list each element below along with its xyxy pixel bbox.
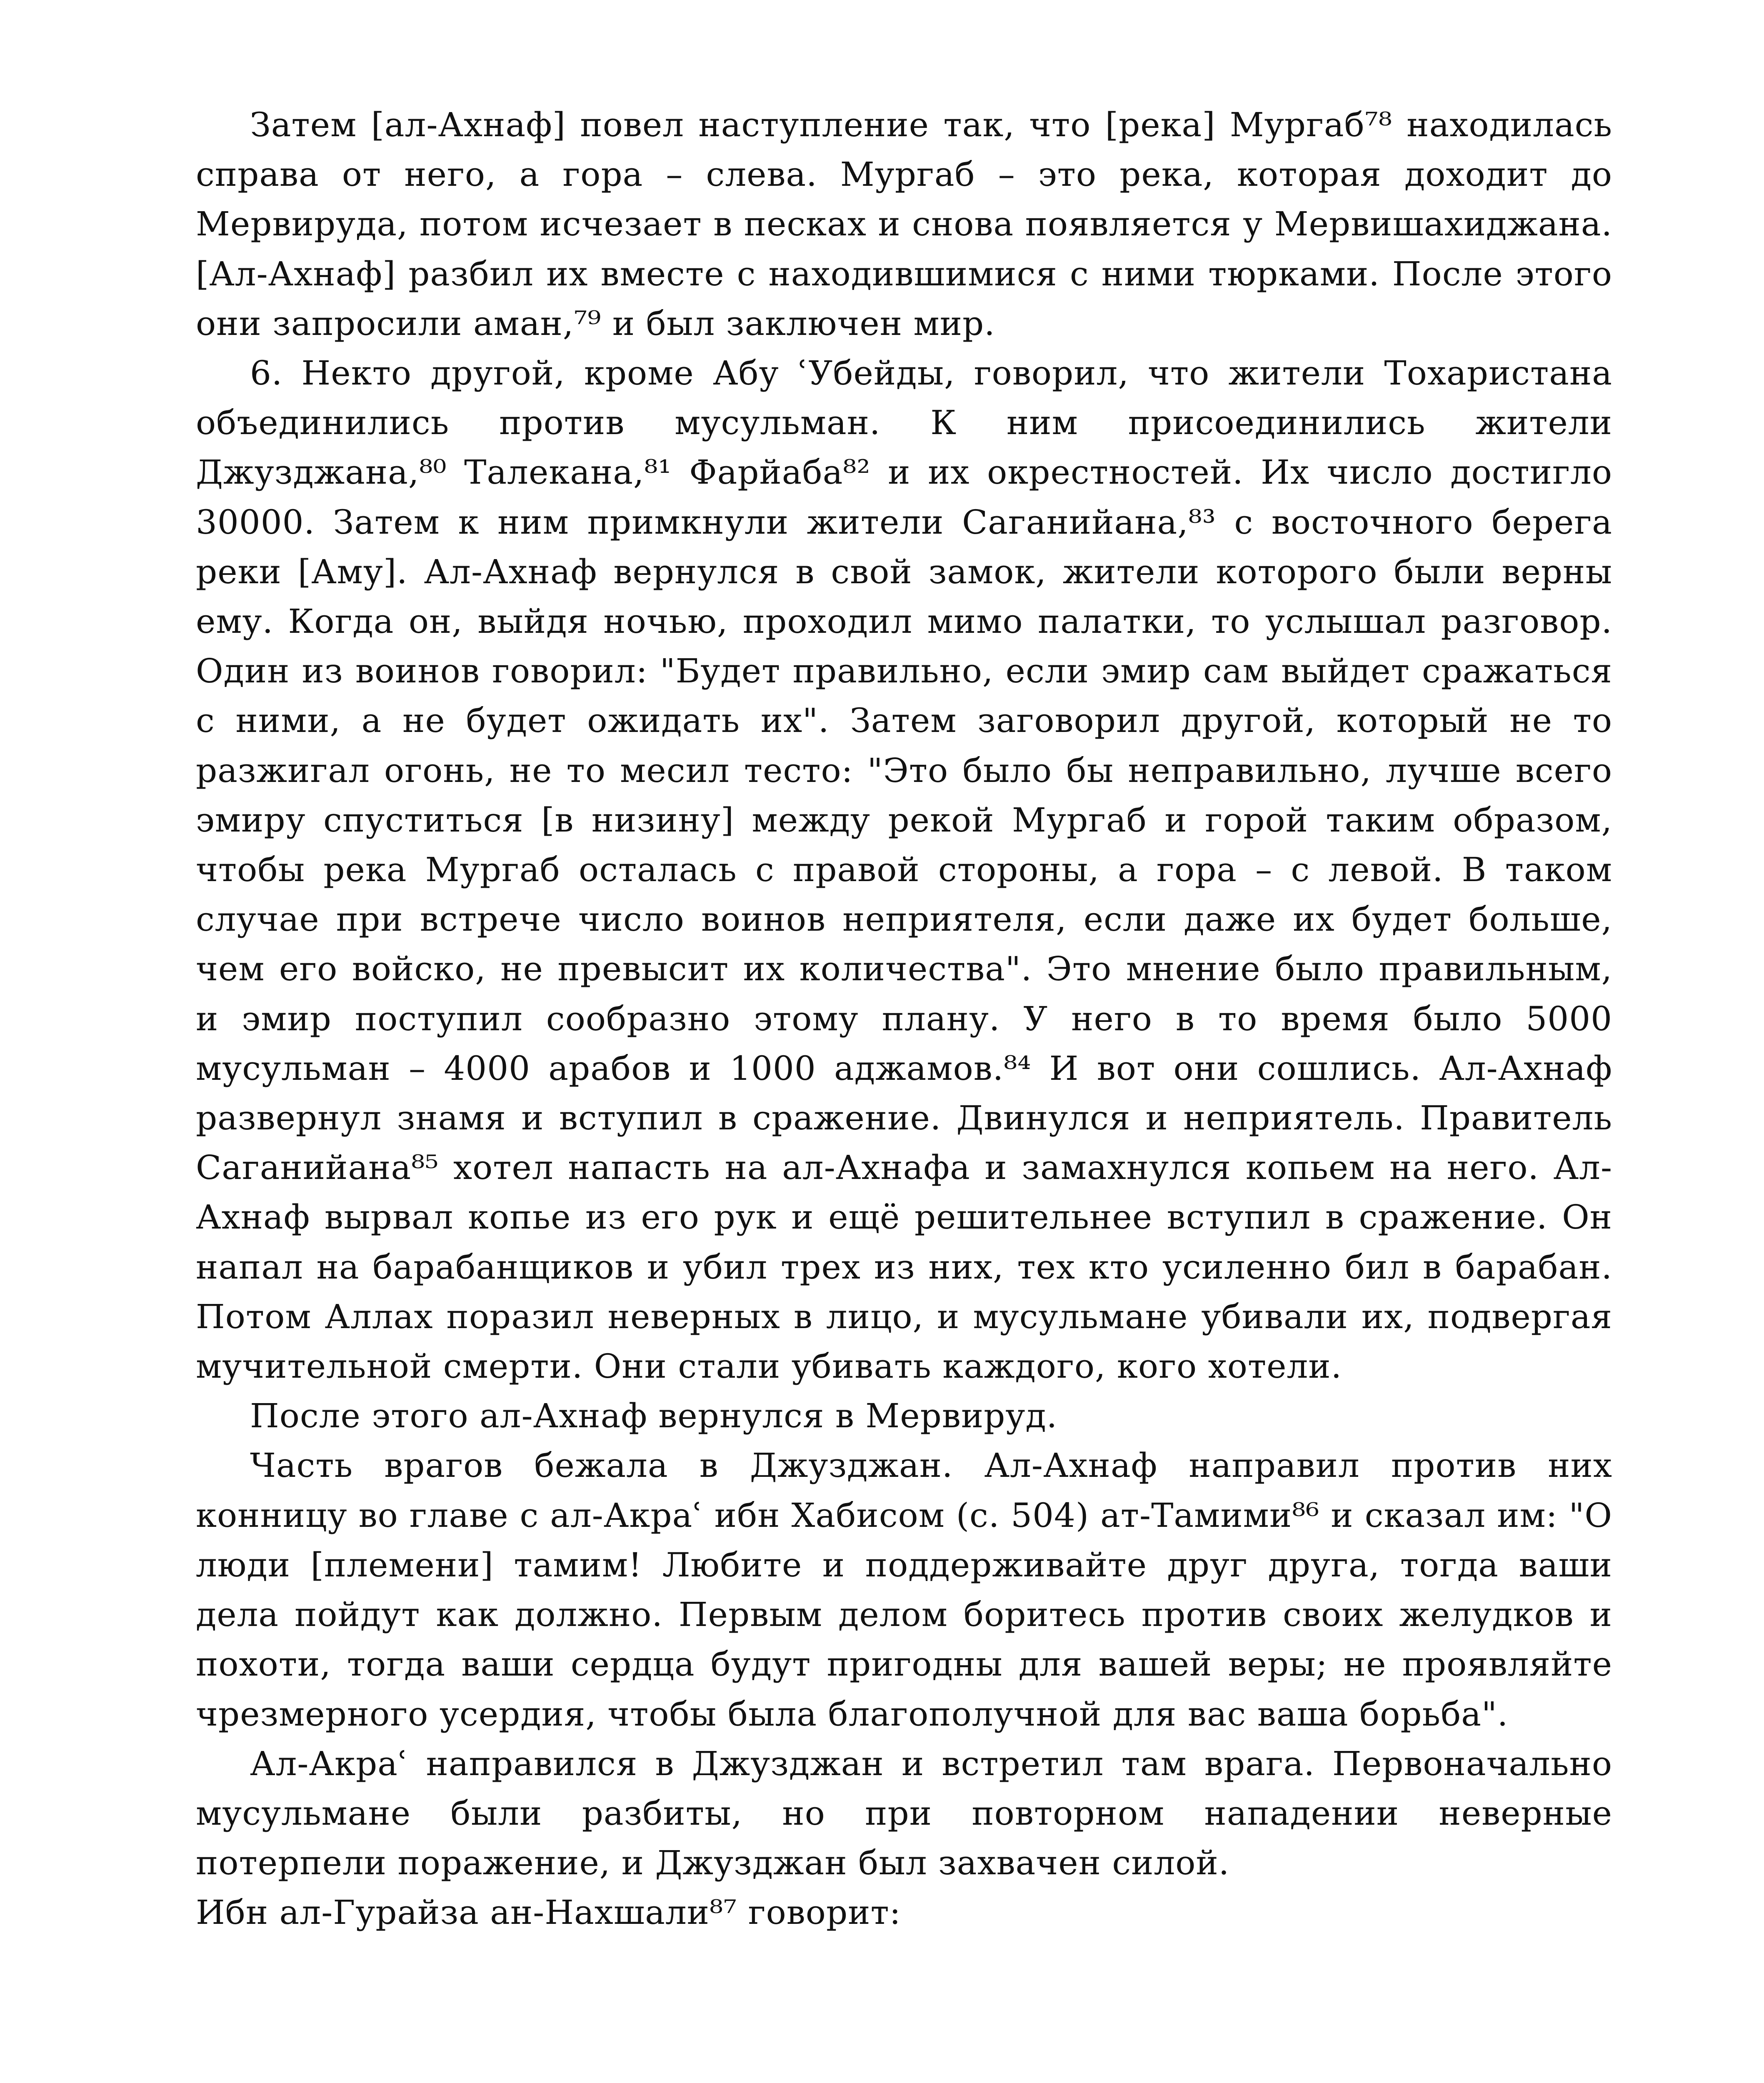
paragraph-4: Часть врагов бежала в Джузджан. Ал-Ахнаф направил против них конницу во главе с ал-Акраʿ ибн Хабисом (с. 504) ат-Тамими⁸⁶ и сказал им: "О люди [племени] тамим! Любите и поддерживайте друг друга, тогда ваши дела пойдут как должно. Первым делом боритесь против своих желудков и похоти, тогда ваши сердца будут пригодны для вашей веры; не проявляйте чрезмерного усердия, чтобы была благополучной для вас ваша борьба". <box>196 1446 1612 1733</box>
paragraph-2: 6. Некто другой, кроме Абу ʿУбейды, говорил, что жители Тохаристана объединились против мусульман. К ним присоединились жители Джузджана,⁸⁰ Талекана,⁸¹ Фарйаба⁸² и их окрестностей. Их число достигло 30000. Затем к ним примкнули жители Саганийана,⁸³ с восточного берега реки [Аму]. Ал-Ахнаф вернулся в свой замок, жители которого были верны ему. Когда он, выйдя ночью, проходил мимо палатки, то услышал разговор. Один из воинов говорил: "Будет правильно, если эмир сам выйдет сражаться с ними, а не будет ожидать их". Затем заговорил другой, который не то разжигал огонь, не то месил тесто: "Это было бы неправильно, лучше всего эмиру спуститься [в низину] между рекой Мургаб и горой таким образом, чтобы река Мургаб осталась с правой стороны, а гора – с левой. В таком случае при встрече число воинов неприятеля, если даже их будет больше, чем его войско, не превысит их количества". Это мнение было правильным, и эмир поступил сообразно этому плану. У него в то время было 5000 мусульман – 4000 арабов и 1000 аджамов.⁸⁴ И вот они сошлись. Ал-Ахнаф развернул знамя и вступил в сражение. Двинулся и неприятель. Правитель Саганийана⁸⁵ хотел напасть на ал-Ахнафа и замахнулся копьем на него. Ал-Ахнаф вырвал копье из его рук и ещё решительнее вступил в сражение. Он напал на барабанщиков и убил трех из них, тех кто усиленно бил в барабан. Потом Аллах поразил неверных в лицо, и мусульмане убивали их, подвергая мучительной смерти. Они стали убивать каждого, кого хотели. <box>196 354 1612 1386</box>
paragraph-5: Ал-Акраʿ направился в Джузджан и встретил там врага. Первоначально мусульмане были разбиты, но при повторном нападении неверные потерпели поражение, и Джузджан был захвачен силой. <box>196 1744 1612 1883</box>
paragraph-6: Ибн ал-Гурайза ан-Нахшали⁸⁷ говорит: <box>196 1893 901 1932</box>
paragraph-3: После этого ал-Ахнаф вернулся в Мервируд. <box>250 1396 1058 1436</box>
paragraph-1: Затем [ал-Ахнаф] повел наступление так, что [река] Мургаб⁷⁸ находилась справа от него, а гора – слева. Мургаб – это река, которая доходит до Мервируда, потом исчезает в песках и снова появляется у Мервишахиджана. [Ал-Ахнаф] разбил их вместе с находившимися с ними тюрками. После этого они запросили аман,⁷⁹ и был заключен мир. <box>196 105 1612 343</box>
body-text <box>196 100 1612 1938</box>
